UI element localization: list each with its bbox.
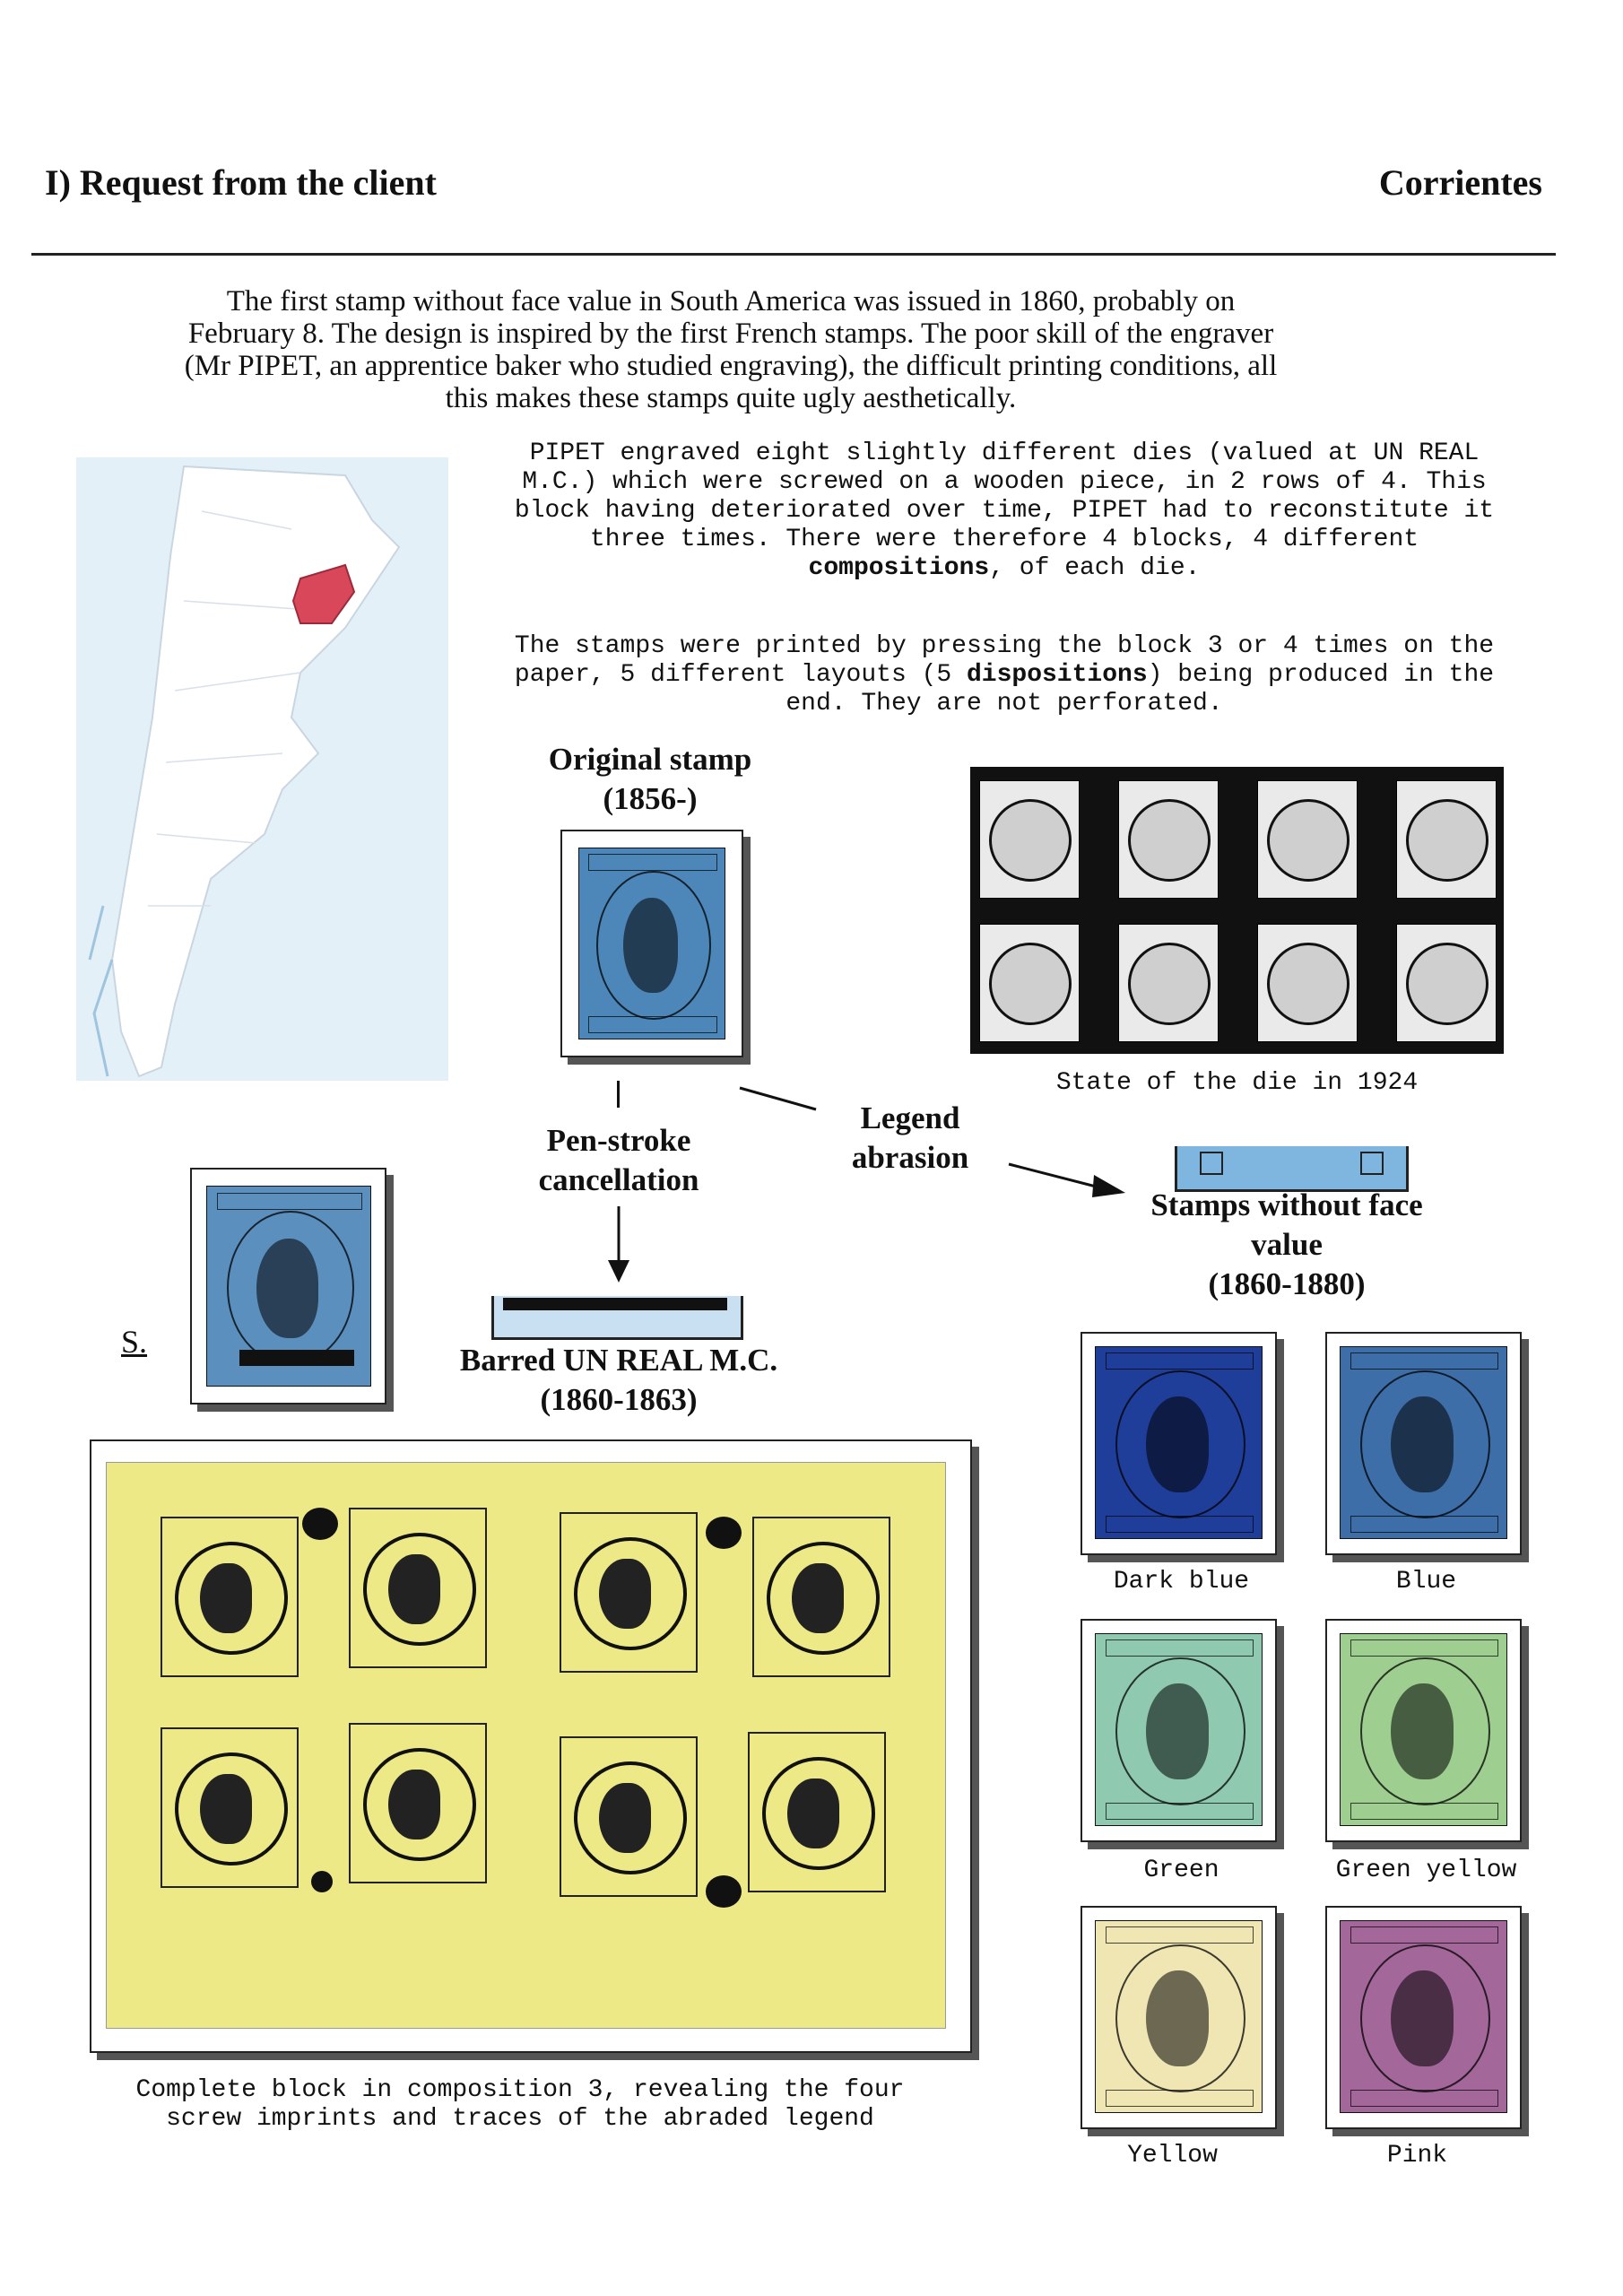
- original-stamp-label: Original stamp: [548, 742, 752, 777]
- variant-stamp-pink: [1340, 1920, 1507, 2113]
- original-stamp-frame: [560, 830, 743, 1057]
- variant-pink-frame: [1325, 1906, 1522, 2129]
- no-value-title: [1130, 1186, 1444, 1304]
- specimen-mark: S.: [121, 1324, 148, 1360]
- die-state-caption: State of the die in 1924: [1055, 1069, 1419, 1097]
- section-title: I) Request from the client: [45, 162, 437, 203]
- printing-paragraph: [511, 632, 1497, 718]
- tick-mark: [617, 1081, 620, 1108]
- block-caption: Complete block in composition 3, revealing the four screw imprints and traces of the abraded legend: [135, 2076, 905, 2133]
- variant-stamp-dark-blue: [1095, 1346, 1263, 1539]
- no-value-line2: value: [1251, 1227, 1323, 1262]
- dies-text-b: , of each die.: [989, 554, 1201, 582]
- variant-green-frame: [1081, 1619, 1277, 1842]
- intro-paragraph: The first stamp without face value in South America was issued in 1860, probably on February 8. The design is inspired by the first French stamps. The poor skill of the engraver (Mr PIPET, an apprentice baker who studied engraving), the difficult printing conditions, all this makes these stamps quite ugly aesthetically.: [184, 285, 1278, 414]
- variant-label-green-yellow: Green yellow: [1335, 1857, 1517, 1884]
- legend-abrasion-line2: abrasion: [851, 1140, 969, 1175]
- variant-label-pink: Pink: [1386, 2142, 1448, 2170]
- legend-abrasion-label: [834, 1099, 986, 1178]
- region-title: Corrientes: [1378, 162, 1542, 203]
- barred-title: [430, 1341, 807, 1420]
- argentina-map: [76, 457, 448, 1081]
- variant-green-yellow-frame: [1325, 1619, 1522, 1842]
- original-stamp-years: (1856-): [603, 781, 698, 816]
- print-text-bold: dispositions: [966, 661, 1148, 689]
- screw-imprint-icon: [706, 1517, 742, 1549]
- right-arrow-icon: [1004, 1157, 1130, 1202]
- barred-strip: [491, 1296, 743, 1340]
- print-text-b: ) being produced in the end. They are not perforated.: [785, 661, 1495, 718]
- original-stamp-title: [502, 740, 798, 819]
- pen-stroke-label: [502, 1121, 735, 1200]
- pen-stroke-line1: Pen-stroke: [546, 1123, 691, 1158]
- original-stamp: [578, 848, 725, 1039]
- cancelled-stamp-frame: [190, 1168, 386, 1405]
- variant-stamp-green-yellow: [1340, 1633, 1507, 1826]
- no-value-line1: Stamps without face: [1150, 1187, 1423, 1222]
- down-arrow-icon: [592, 1206, 646, 1287]
- variant-dark-blue-frame: [1081, 1332, 1277, 1555]
- screw-imprint-icon: [706, 1875, 742, 1908]
- variant-yellow-frame: [1081, 1906, 1277, 2129]
- no-value-years: (1860-1880): [1208, 1266, 1366, 1301]
- variant-label-yellow: Yellow: [1127, 2142, 1218, 2170]
- legend-connector-line: [735, 1081, 825, 1117]
- map-drawing: [76, 457, 448, 1081]
- variant-stamp-blue: [1340, 1346, 1507, 1539]
- yellow-block-image: [106, 1462, 946, 2029]
- cancelled-stamp: [206, 1186, 371, 1387]
- screw-imprint-icon: [302, 1508, 338, 1540]
- barred-label: Barred UN REAL M.C.: [459, 1343, 778, 1378]
- dies-paragraph: [511, 439, 1497, 583]
- dies-text-bold: compositions: [808, 554, 990, 582]
- die-block-image: [970, 767, 1504, 1054]
- print-text-a: The stamps were printed by pressing the block 3 or 4 times on the paper, 5 different layouts (5: [514, 632, 1495, 689]
- dies-text-a: PIPET engraved eight slightly different dies (valued at UN REAL M.C.) which were screwed on a wooden piece, in 2 rows of 4. This block having deteriorated over time, PIPET had to reconstitute it three times. There were therefore 4 blocks, 4 different: [514, 439, 1495, 553]
- pen-stroke-line2: cancellation: [538, 1162, 699, 1197]
- screw-imprint-icon: [311, 1871, 333, 1892]
- variant-stamp-green: [1095, 1633, 1263, 1826]
- variant-blue-frame: [1325, 1332, 1522, 1555]
- variant-label-blue: Blue: [1395, 1568, 1457, 1596]
- legend-abrasion-line1: Legend: [860, 1100, 960, 1135]
- variant-label-green: Green: [1143, 1857, 1219, 1884]
- variant-label-dark-blue: Dark blue: [1113, 1568, 1250, 1596]
- barred-years: (1860-1863): [540, 1382, 698, 1417]
- header-rule: [31, 253, 1556, 256]
- variant-stamp-yellow: [1095, 1920, 1263, 2113]
